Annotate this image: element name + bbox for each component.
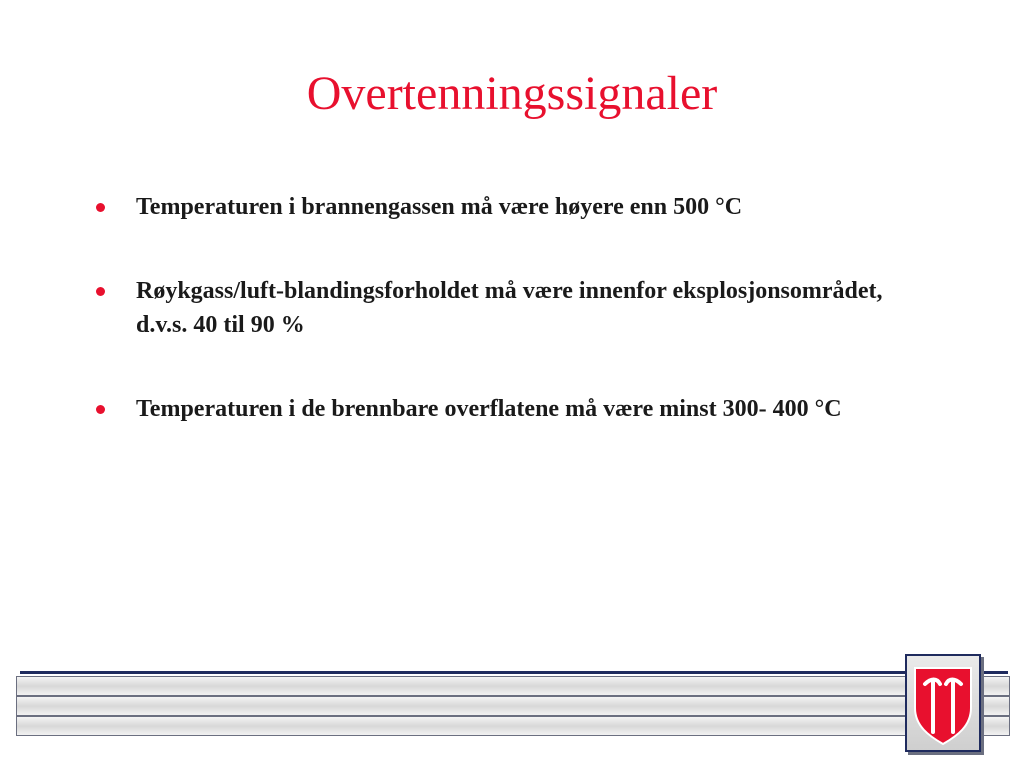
shield-logo-icon <box>905 654 981 752</box>
bullet-list <box>96 190 916 426</box>
footer-divider <box>20 671 1008 674</box>
bullet-text: Temperaturen i brannengassen må være høyere enn 500 °C <box>136 194 743 220</box>
slide-title: Overtenningssignaler <box>306 67 718 120</box>
footer-band <box>16 676 1010 696</box>
bullet-text: Røykgass/luft-blandingsforholdet må være innenfor eksplosjonsområdet, d.v.s. 40 til 90 % <box>136 278 883 338</box>
bullet-item <box>96 190 916 224</box>
bullet-item <box>96 392 916 426</box>
bullet-dot-icon <box>96 405 105 414</box>
footer-band <box>16 716 1010 736</box>
bullet-text: Temperaturen i de brennbare overflatene må være minst 300- 400 °C <box>136 396 842 422</box>
bullet-item <box>96 274 916 342</box>
bullet-dot-icon <box>96 203 105 212</box>
bullet-dot-icon <box>96 287 105 296</box>
footer-band <box>16 696 1010 716</box>
